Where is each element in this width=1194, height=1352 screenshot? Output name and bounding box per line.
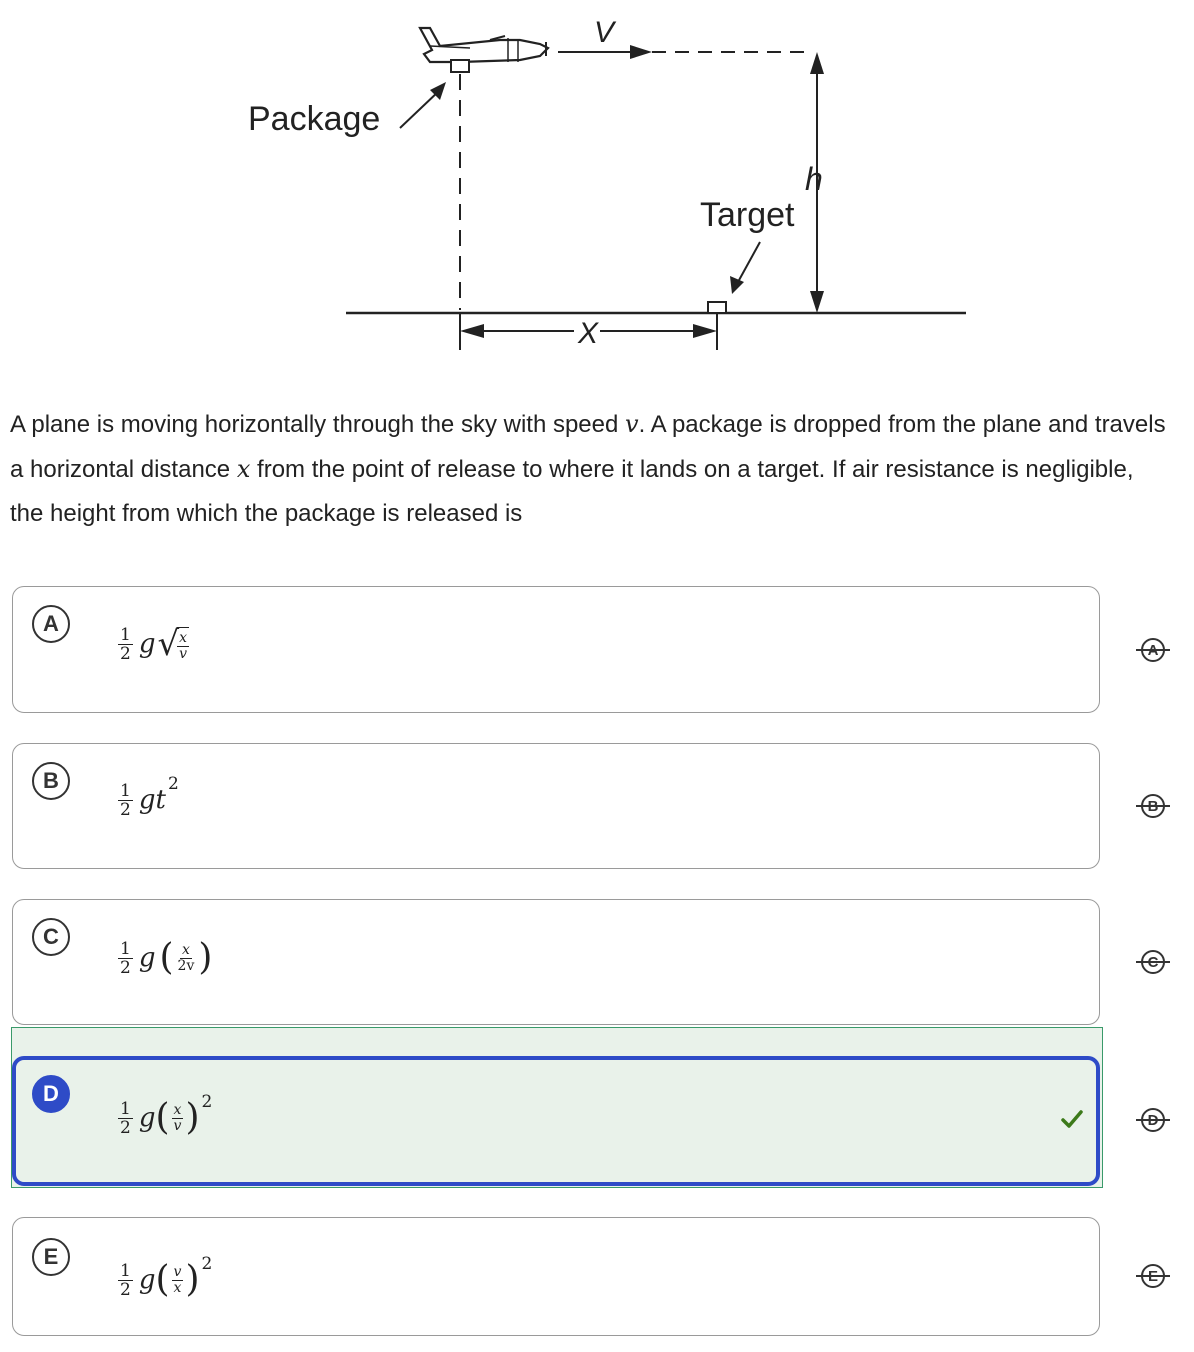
distance-label: X (578, 317, 599, 350)
velocity-label: V (594, 16, 615, 49)
option-d-formula: $\frac{1}{2}$ g ( $\frac{x}{v}$ ) 2 (120, 1092, 213, 1138)
package-label: Package (248, 100, 381, 138)
target-box (708, 302, 726, 313)
question-text: A plane is moving horizontally through the sky with speed v. A package is dropped from the plane and travels a horizontal distance x from the point of release to where it lands on a target. If air resistance is negligible, the height from which the package is released is (10, 410, 1166, 527)
airplane-icon (420, 28, 548, 62)
option-b-formula: $\frac{1}{2}$ g t 2 (120, 774, 179, 820)
option-e-letter[interactable]: E (32, 1238, 70, 1276)
option-a-strikethrough-letter-icon[interactable] (1136, 635, 1170, 665)
option-c-formula: $\frac{1}{2}$ g ( $\frac{x}{2v}$ ) (120, 937, 213, 978)
option-a-formula: $\frac{1}{2}$ g √ $\frac{x}{v}$ (120, 624, 188, 664)
option-b-letter[interactable]: B (32, 762, 70, 800)
option-c-letter[interactable]: C (32, 918, 70, 956)
package-box (451, 60, 469, 72)
option-d-strikethrough-letter-icon[interactable] (1136, 1105, 1170, 1135)
option-c-strikethrough-letter-icon[interactable] (1136, 947, 1170, 977)
option-b-strikethrough-letter-icon[interactable] (1136, 791, 1170, 821)
check-icon (1060, 1108, 1084, 1130)
option-e-strikethrough-letter-icon[interactable] (1136, 1261, 1170, 1291)
option-d-letter[interactable]: D (32, 1075, 70, 1113)
target-label: Target (700, 196, 795, 234)
option-a-letter[interactable]: A (32, 605, 70, 643)
option-e-formula: $\frac{1}{2}$ g ( $\frac{v}{x}$ ) 2 (120, 1254, 213, 1300)
physics-diagram (0, 0, 1194, 380)
height-label: h (805, 161, 823, 197)
